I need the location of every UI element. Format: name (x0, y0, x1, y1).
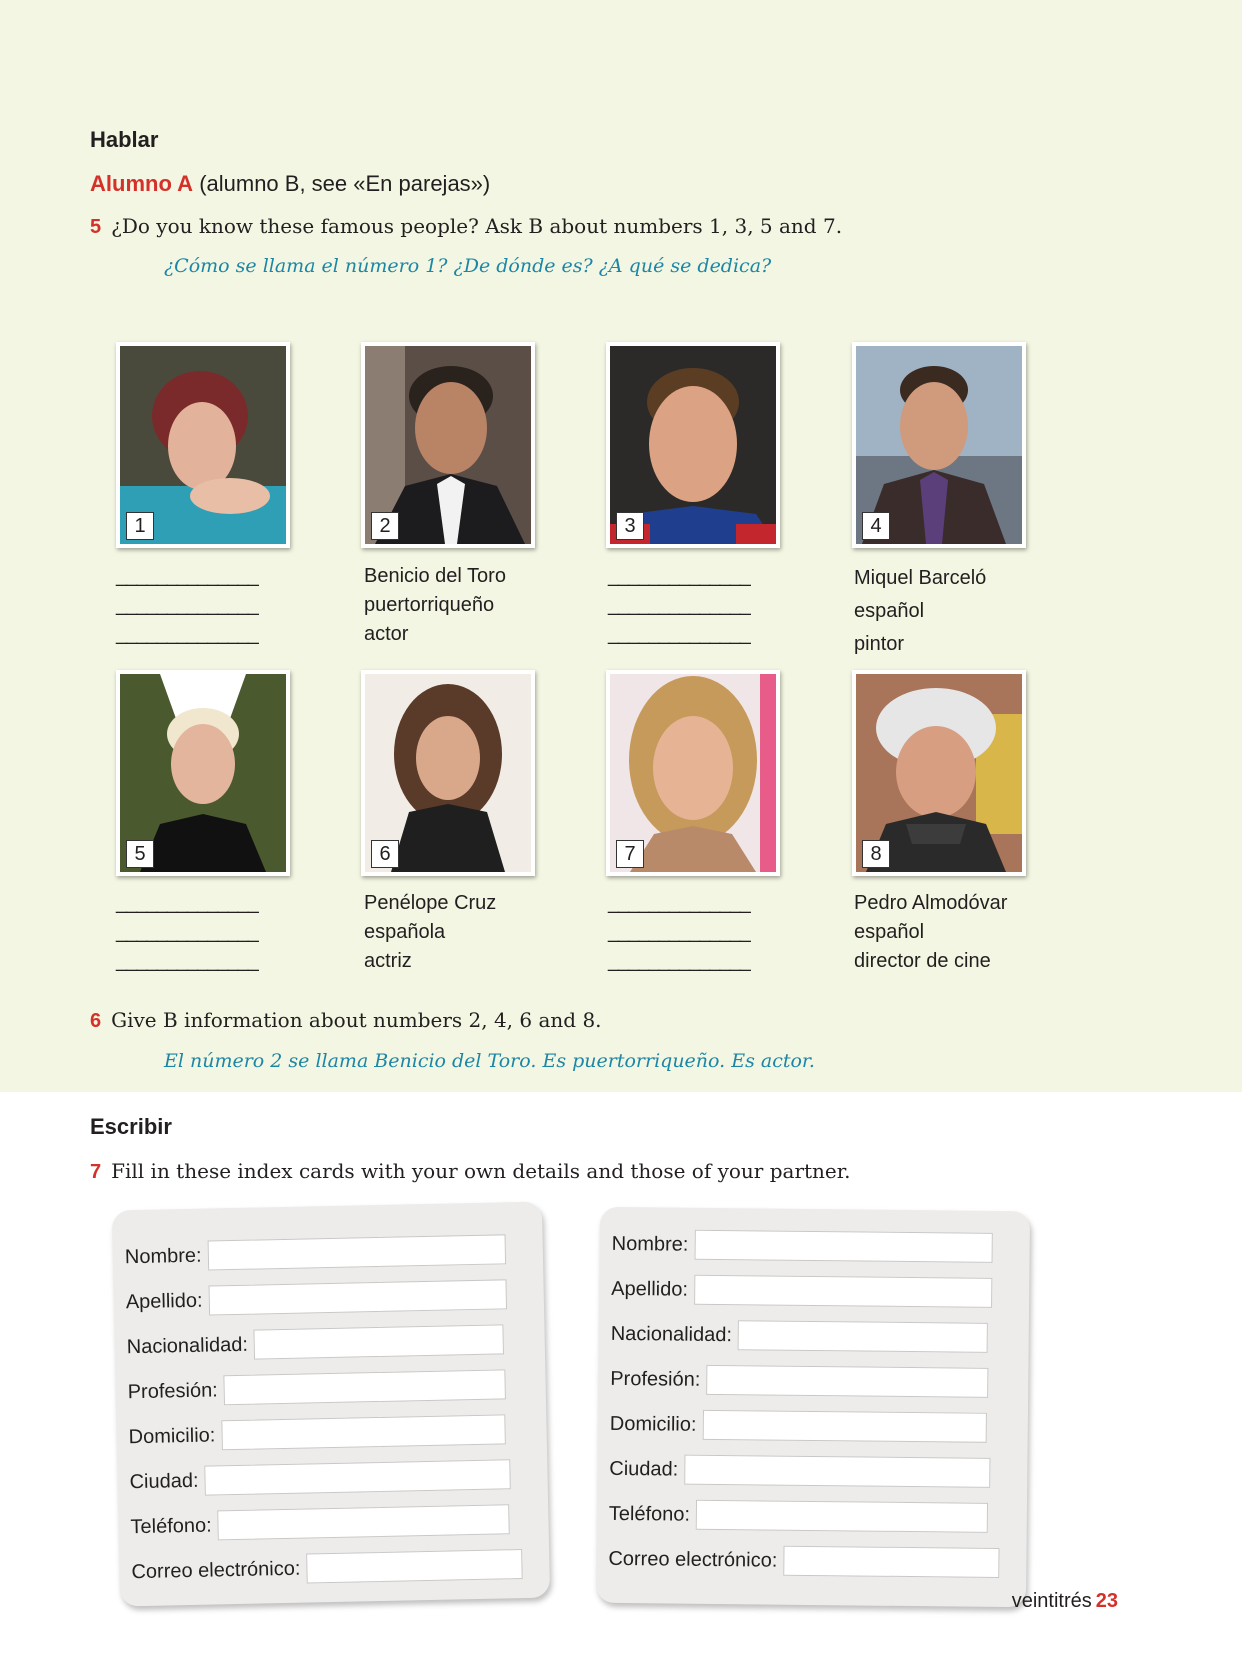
blank-name[interactable]: ______________ (116, 565, 258, 587)
field-ciudad (129, 1459, 510, 1497)
photo-person-8 (852, 670, 1026, 876)
correo-input[interactable] (783, 1546, 999, 1578)
page-number: 23 (1095, 1590, 1118, 1612)
domicilio-input[interactable] (221, 1414, 506, 1450)
field-label: Apellido: (611, 1277, 689, 1301)
nacionalidad-input[interactable] (738, 1320, 988, 1353)
blank-profession[interactable]: ______________ (608, 623, 750, 645)
field-label: Apellido: (125, 1289, 203, 1313)
field-correo (608, 1544, 999, 1578)
field-domicilio (128, 1414, 505, 1452)
person-5-blanks (116, 889, 258, 976)
blank-profession[interactable]: ______________ (608, 950, 750, 972)
field-label: Teléfono: (130, 1514, 212, 1538)
field-nombre (612, 1229, 993, 1263)
person-profession: actriz (364, 950, 412, 972)
exercise-6-example: El número 2 se llama Benicio del Toro. Es puertorriqueño. Es actor. (164, 1050, 815, 1072)
photo-person-6 (361, 670, 535, 876)
person-3-blanks (608, 562, 750, 649)
person-profession: pintor (854, 633, 905, 655)
domicilio-input[interactable] (702, 1410, 986, 1443)
field-label: Domicilio: (609, 1412, 697, 1436)
field-telefono (130, 1504, 510, 1542)
escribir-heading: Escribir (90, 1114, 172, 1139)
field-nacionalidad (126, 1324, 504, 1362)
person-name: Miquel Barceló (854, 567, 987, 589)
photo-person-4 (852, 342, 1026, 548)
field-label: Profesión: (127, 1378, 218, 1403)
index-card-own (112, 1202, 550, 1607)
blank-nationality[interactable]: ______________ (116, 921, 258, 943)
field-label: Nombre: (611, 1232, 689, 1256)
photo-person-1 (116, 342, 290, 548)
telefono-input[interactable] (217, 1504, 510, 1540)
page-number-word: veintitrés (1011, 1590, 1092, 1612)
field-label: Ciudad: (129, 1469, 199, 1493)
exercise-5 (90, 214, 842, 239)
person-name: Benicio del Toro (364, 565, 506, 587)
exercise-6 (90, 1008, 602, 1033)
exercise-5-example: ¿Cómo se llama el número 1? ¿De dónde es? ¿A qué se dedica? (164, 255, 772, 277)
photo-number-badge: 3 (616, 512, 644, 540)
apellido-input[interactable] (694, 1275, 992, 1308)
field-telefono (609, 1499, 988, 1533)
exercise-number: 6 (90, 1010, 102, 1032)
person-profession: director de cine (854, 950, 991, 972)
profesion-input[interactable] (706, 1365, 988, 1398)
alumno-label: Alumno A (90, 171, 194, 196)
person-profession: actor (364, 623, 409, 645)
exercise-number: 5 (90, 216, 102, 238)
field-apellido (126, 1279, 507, 1317)
exercise-instruction: Give B information about numbers 2, 4, 6 and 8. (111, 1008, 602, 1032)
person-2-caption (364, 562, 506, 649)
blank-nationality[interactable]: ______________ (608, 921, 750, 943)
field-profesion (610, 1364, 988, 1398)
nombre-input[interactable] (694, 1230, 992, 1263)
person-1-blanks (116, 562, 258, 649)
field-apellido (611, 1274, 992, 1308)
photo-number-badge: 7 (616, 840, 644, 868)
alumno-note: (alumno B, see «En parejas») (199, 171, 491, 196)
field-label: Ciudad: (609, 1457, 679, 1481)
field-nombre (125, 1234, 506, 1272)
nacionalidad-input[interactable] (254, 1324, 505, 1359)
field-profesion (127, 1369, 506, 1407)
exercise-instruction: Fill in these index cards with your own details and those of your partner. (111, 1159, 851, 1183)
field-ciudad (609, 1454, 990, 1488)
photo-person-2 (361, 342, 535, 548)
ciudad-input[interactable] (684, 1455, 990, 1488)
photo-number-badge: 2 (371, 512, 399, 540)
field-correo (131, 1549, 523, 1587)
photo-number-badge: 1 (126, 512, 154, 540)
person-nationality: española (364, 921, 446, 943)
apellido-input[interactable] (208, 1279, 507, 1315)
photo-number-badge: 4 (862, 512, 890, 540)
person-name: Penélope Cruz (364, 892, 497, 914)
telefono-input[interactable] (696, 1500, 988, 1533)
blank-nationality[interactable]: ______________ (116, 594, 258, 616)
field-label: Teléfono: (608, 1502, 691, 1526)
person-6-caption (364, 889, 496, 976)
photo-person-3 (606, 342, 780, 548)
photo-number-badge: 6 (371, 840, 399, 868)
correo-input[interactable] (306, 1549, 523, 1584)
exercise-instruction: ¿Do you know these famous people? Ask B about numbers 1, 3, 5 and 7. (111, 214, 843, 238)
field-nacionalidad (611, 1319, 988, 1353)
field-label: Nacionalidad: (610, 1322, 733, 1346)
field-label: Correo electrónico: (131, 1557, 301, 1583)
photo-person-7 (606, 670, 780, 876)
photo-person-5 (116, 670, 290, 876)
person-8-caption (854, 889, 1007, 976)
blank-name[interactable]: ______________ (116, 892, 258, 914)
exercise-7 (90, 1159, 850, 1184)
exercise-number: 7 (90, 1161, 102, 1183)
field-label: Nombre: (124, 1244, 202, 1268)
blank-nationality[interactable]: ______________ (608, 594, 750, 616)
blank-name[interactable]: ______________ (608, 565, 750, 587)
person-nationality: español (854, 921, 925, 943)
blank-profession[interactable]: ______________ (116, 950, 258, 972)
field-domicilio (610, 1409, 987, 1443)
field-label: Profesión: (610, 1367, 701, 1391)
field-label: Nacionalidad: (126, 1333, 249, 1358)
photo-number-badge: 5 (126, 840, 154, 868)
photo-number-badge: 8 (862, 840, 890, 868)
profesion-input[interactable] (223, 1369, 506, 1405)
person-7-blanks (608, 889, 750, 976)
page-footer (1012, 1590, 1118, 1613)
person-nationality: español (854, 600, 925, 622)
nombre-input[interactable] (207, 1234, 506, 1270)
person-name: Pedro Almodóvar (854, 892, 1008, 914)
blank-profession[interactable]: ______________ (116, 623, 258, 645)
index-card-partner (596, 1207, 1030, 1607)
field-label: Correo electrónico: (608, 1547, 778, 1572)
person-nationality: puertorriqueño (364, 594, 495, 616)
field-label: Domicilio: (128, 1423, 216, 1448)
blank-name[interactable]: ______________ (608, 892, 750, 914)
alumno-line (90, 171, 490, 197)
hablar-heading: Hablar (90, 127, 159, 152)
person-4-caption (854, 562, 986, 661)
ciudad-input[interactable] (204, 1459, 511, 1495)
